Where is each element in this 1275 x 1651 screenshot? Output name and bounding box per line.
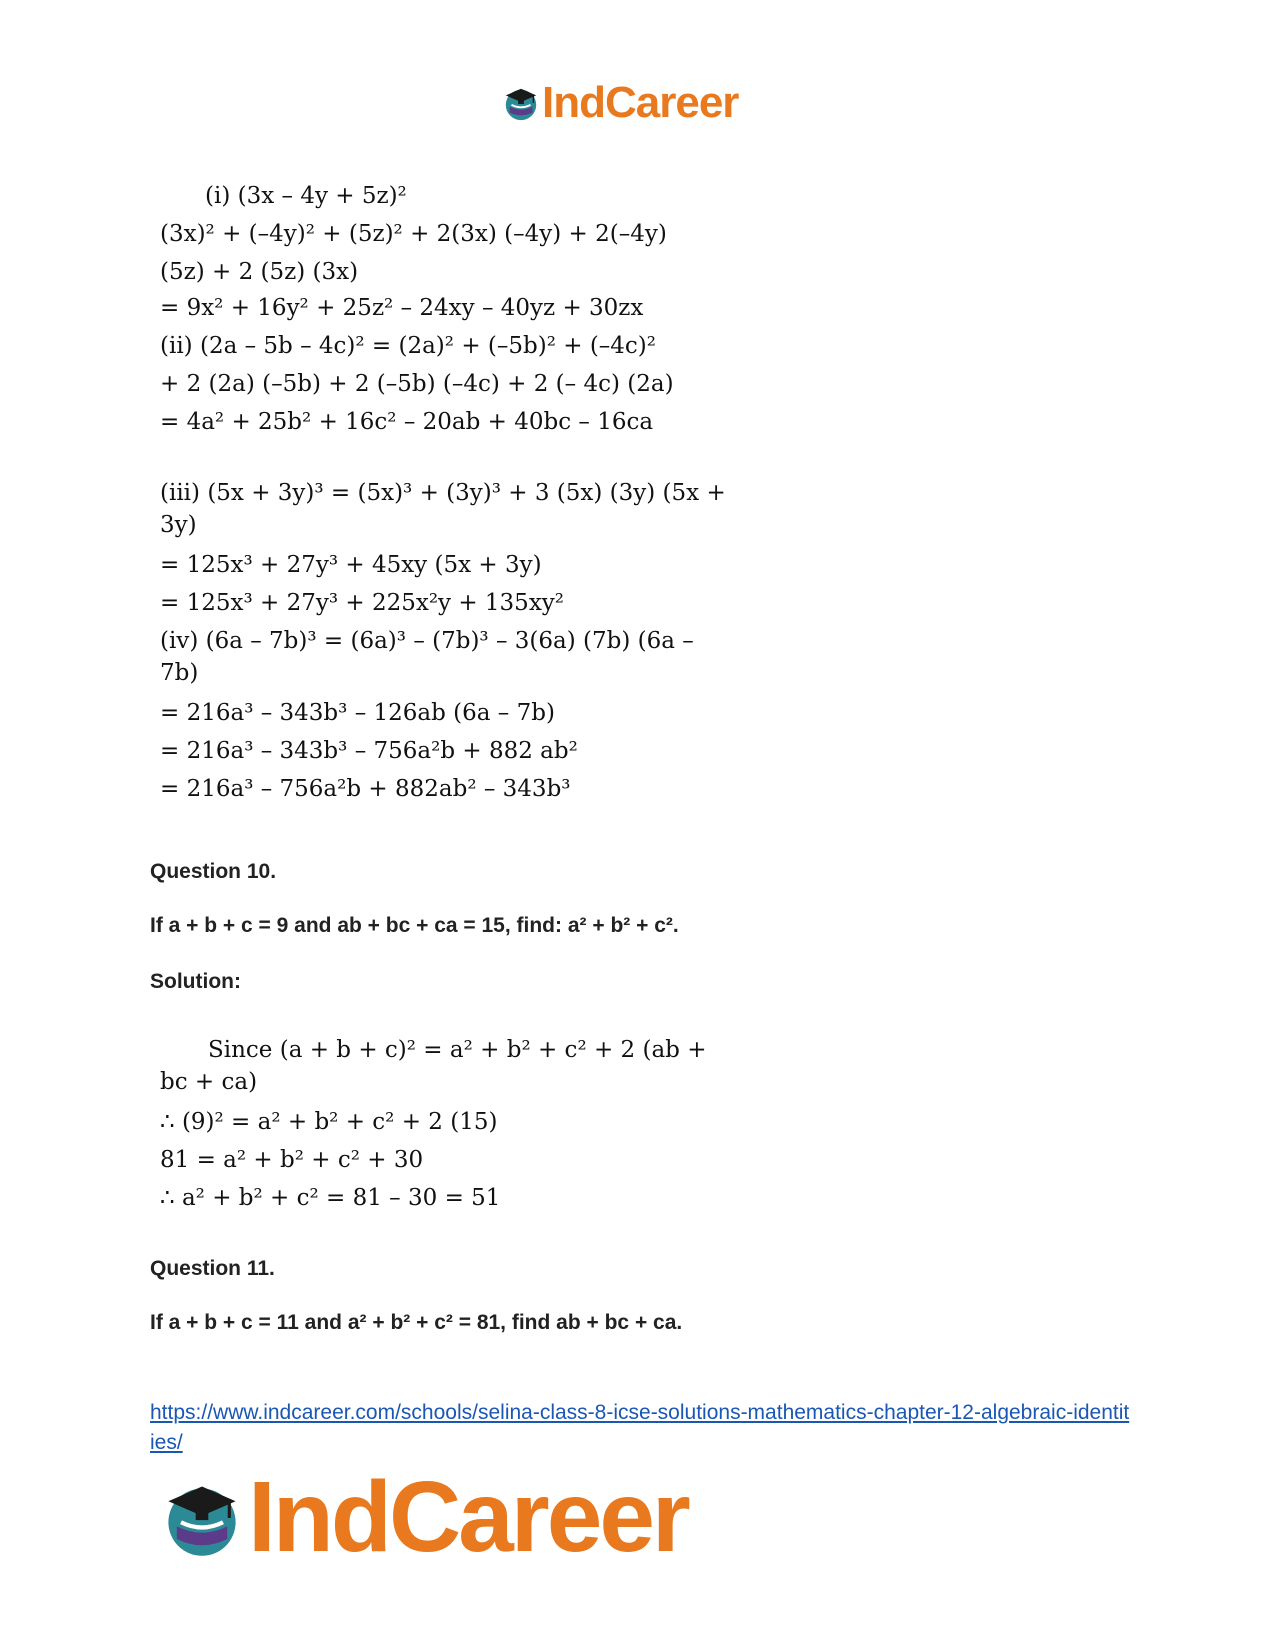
math-line: (5z) + 2 (5z) (3x) — [160, 259, 359, 285]
math-line: (iii) (5x + 3y)³ = (5x)³ + (3y)³ + 3 (5x) (3y) (5x + — [160, 480, 726, 506]
indcareer-logo-top — [502, 78, 738, 128]
solution-label: Solution: — [150, 970, 241, 993]
math-line: ∴ (9)² = a² + b² + c² + 2 (15) — [160, 1109, 498, 1135]
math-line: (iv) (6a – 7b)³ = (6a)³ – (7b)³ – 3(6a) (7b) (6a – — [160, 628, 694, 654]
math-line: = 216a³ – 756a²b + 882ab² – 343b³ — [160, 776, 571, 802]
math-line: bc + ca) — [160, 1069, 258, 1095]
question-11-text: If a + b + c = 11 and a² + b² + c² = 81, find ab + bc + ca. — [150, 1311, 683, 1334]
solution-part-i-ii — [160, 183, 674, 447]
logo-text: IndCareer — [542, 78, 739, 127]
math-line: ∴ a² + b² + c² = 81 – 30 = 51 — [160, 1185, 501, 1211]
source-link[interactable]: https://www.indcareer.com/schools/selina-class-8-icse-solutions-mathematics-chapter-12-algebraic-identities/ — [150, 1401, 1130, 1454]
math-line: = 216a³ – 343b³ – 126ab (6a – 7b) — [160, 700, 555, 726]
math-line: Since (a + b + c)² = a² + b² + c² + 2 (ab + — [208, 1037, 707, 1063]
math-line: = 4a² + 25b² + 16c² – 20ab + 40bc – 16ca — [160, 409, 654, 435]
solution-part-iii-iv — [160, 480, 726, 814]
math-line: 81 = a² + b² + c² + 30 — [160, 1147, 424, 1173]
question-10-solution — [160, 1037, 707, 1223]
math-line: = 216a³ – 343b³ – 756a²b + 882 ab² — [160, 738, 578, 764]
math-line: (3x)² + (–4y)² + (5z)² + 2(3x) (–4y) + 2(–4y) — [160, 221, 667, 247]
logo-text: IndCareer — [248, 1461, 688, 1573]
math-line: + 2 (2a) (–5b) + 2 (–5b) (–4c) + 2 (– 4c) (2a) — [160, 371, 674, 397]
math-line: 7b) — [160, 660, 199, 686]
indcareer-logo-bottom — [160, 1460, 688, 1575]
question-10-text: If a + b + c = 9 and ab + bc + ca = 15, find: a² + b² + c². — [150, 914, 679, 937]
math-line: = 9x² + 16y² + 25z² – 24xy – 40yz + 30zx — [160, 295, 644, 321]
math-line: (ii) (2a – 5b – 4c)² = (2a)² + (–5b)² + (–4c)² — [160, 333, 656, 359]
math-line: 3y) — [160, 512, 197, 538]
question-10-heading: Question 10. — [150, 860, 277, 883]
graduation-cap-globe-icon — [502, 84, 540, 122]
question-11-heading: Question 11. — [150, 1257, 275, 1280]
math-line: (i) (3x – 4y + 5z)² — [205, 183, 407, 209]
graduation-cap-globe-icon — [160, 1476, 244, 1560]
math-line: = 125x³ + 27y³ + 45xy (5x + 3y) — [160, 552, 542, 578]
math-line: = 125x³ + 27y³ + 225x²y + 135xy² — [160, 590, 565, 616]
